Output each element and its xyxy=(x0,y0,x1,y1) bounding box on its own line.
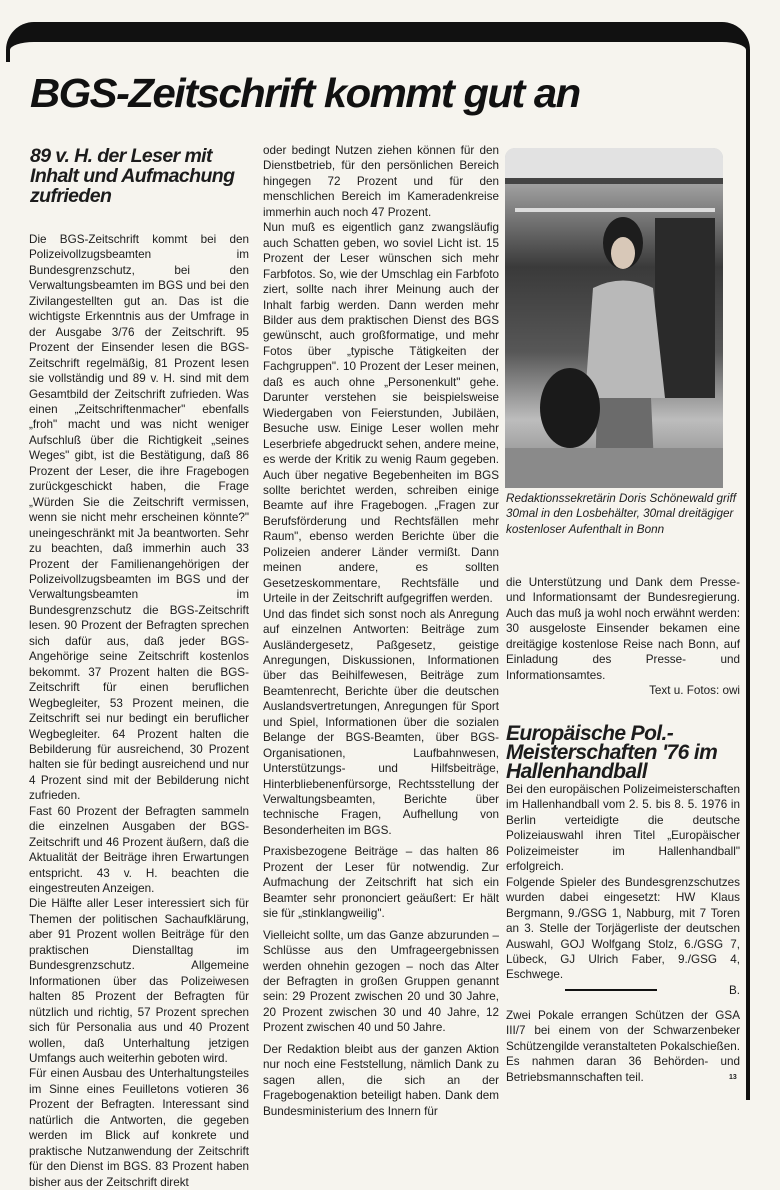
author-signature: B. xyxy=(728,983,740,997)
paragraph: Die BGS-Zeitschrift kommt bei den Polizeivollzugsbeamten im Bundesgrenzschutz, bei den Verwaltungsbeamten im BGS und bei den Zivilangestellten gut an. Das ist die wichtigste Erkenntnis aus der Umfrage in der Ausgabe 3/76 der Zeitschrift. 95 Prozent der Einsender lesen die BGS-Zeitschrift regelmäßig, 81 Prozent lesen sie vollständig und 89 v. H. sind mit dem Gesamtbild der Zeitschrift zufrieden. Was einen „Zeitschriftenmacher" ebenfalls „froh" macht und was nicht weniger Aufschluß über die Richtigkeit „seines Weges" gibt, ist die Bestätigung, daß 86 Prozent der Leser, die ihre Fragebogen zurückgeschickt haben, die Frage „Würden Sie die Zeitschrift vermissen, wenn sie nicht mehr erscheinen könnte?" uneingeschränkt mit Ja beantworten. Sehr zu beachten, daß immerhin auch 33 Prozent der Familienangehörigen der Polizeivollzugsbeamten im BGS und der Verwaltungsbeamten im Bundesgrenzschutz die BGS-Zeitschrift lesen. 90 Prozent der Befragten sprechen sich dafür aus, daß jeder BGS-Angehörige seine Zeitschrift kostenlos bekommt. 37 Prozent halten die BGS-Zeitschrift für einen beruflichen Wegbegleiter, 53 Prozent meinen, die Zeitschrift sei nur bedingt ein beruflicher Wegbegleiter. 64 Prozent halten die Bebilderung für ausreichend, 30 Prozent halten sie für bedingt ausreichend und nur 4 Prozent sind mit der Bebilderung nicht zufrieden. xyxy=(29,233,249,803)
page-frame-top xyxy=(6,22,750,62)
paragraph: Nun muß es eigentlich ganz zwangsläufig auch Schatten geben, wo soviel Licht ist. 15 Prozent der Leser wünschen sich mehr Farbfotos. So, wie der Umschlag ein Farbfoto ziert, sollte nach ihrer Meinung auch der Inhalt farbig werden. Dann werden mehr Bilder aus dem praktischen Dienst des BGS gewünscht, auch großformatige, und mehr Fotos über „typische Tätigkeiten der Fachgruppen". 10 Prozent der Leser meinen, daß es auch ohne „Personenkult" gehe. Darunter verstehen sie beispielsweise Wiedergaben von Feierstunden, Jubiläen, Besuche usw. Einige Leser wollen mehr Leserbriefe abgedruckt sehen, andere meine, es werde der Kritik zu wenig Raum gegeben. Auch über negative Begebenheiten im BGS sollte berichtet werden, schreiben einige Beamte auf ihre Fragebogen. „Fragen zur Berufsförderung und Rechtsfällen mehr Raum", ebenso werden Berichte über die Polizeien anderer Länder vermißt. Dann meinen andere, es sollten Gesetzeskommentare, Rechtsfälle und Urteile in der Zeitschrift aufgegriffen werden. xyxy=(263,221,499,606)
photo-image xyxy=(505,148,723,488)
paragraph: Folgende Spieler des Bundesgrenzschutzes wurden dabei eingesetzt: HW Klaus Bergmann, 9./GSG 1, Nabburg, mit 7 Toren an 3. Stelle der Torjägerliste der deutschen Auswahl, GOJ Wolfgang Stolz, 6./GSG 7, Lübeck, GJ Ulrich Faber, 9./GSG 4, Eschwege. xyxy=(506,875,740,982)
page-frame-right xyxy=(746,60,750,1100)
paragraph: Und das findet sich sonst noch als Anregung auf einzelnen Antworten: Beiträge zum Ausländergesetz, Paßgesetz, geistige Anregungen, Diskussionen, Informationen über das Beihilfewesen, Beiträge zum Beamtenrecht, Berichte über die deutschen Auslandsvertretungen, Anregungen für Sport und Spiel, Informationen über die sozialen Belange der BGS-Beamten, über BGS-Organisationen, Laufbahnwesen, Unterstützungs- und Hilfsbeiträge, Hinterbliebenenfürsorge, Rechtsstellung der Verwaltungsbeamten, Berichte über technische Fragen, Aufhellung von Besonderheiten im BGS. xyxy=(263,607,499,837)
paragraph: Zwei Pokale errangen Schützen der GSA III/7 bei einem von der Schwarzenbeker Schützengilde veranstalteten Pokalschießen. Es nahmen daran 36 Behörden- und Betriebsmannschaften teil. xyxy=(506,1009,740,1084)
section-divider xyxy=(565,989,657,991)
paragraph: Für einen Ausbau des Unterhaltungsteiles im Sinne eines Feuilletons votieren 36 Prozent der Befragten. Interessant sind natürlich die Antworten, die gegeben werden im Blick auf konkrete und praktische Nutzanwendung der Zeitschrift für den Dienst im BGS. 83 Prozent haben bisher aus der Zeitschrift direkt xyxy=(29,1067,249,1189)
handball-article-body xyxy=(506,782,740,998)
photo-credit: Text u. Fotos: owi xyxy=(649,684,740,698)
photo-caption: Redaktionssekretärin Doris Schönewald griff 30mal in den Losbehälter, 30mal dreitägiger kostenloser Aufenthalt in Bonn xyxy=(506,492,736,536)
handball-article-title: Europäische Pol.-Meisterschaften '76 im Hallenhandball xyxy=(506,722,718,783)
photo-secretary-lottery xyxy=(505,148,723,488)
shooting-brief xyxy=(506,1008,740,1085)
paragraph: Bei den europäischen Polizeimeisterschaften im Hallenhandball vom 2. 5. bis 8. 5. 1976 in Berlin verteidigte die deutsche Polizeiauswahl ihren Titel „Europäischer Polizeimeister im Hallenhandball" erfolgreich. xyxy=(506,783,740,874)
article-column-1 xyxy=(29,232,249,1190)
article-column-3 xyxy=(506,575,740,699)
paragraph: Praxisbezogene Beiträge – das halten 86 Prozent der Leser für notwendig. Zur Aufmachung der Zeitschrift hat sich ein Beamter sehr prononciert geäußert: Er hält sie für „stinklangweilig". xyxy=(263,845,499,921)
article-column-2 xyxy=(263,143,499,1119)
page-headline: BGS-Zeitschrift kommt gut an xyxy=(30,70,580,116)
paragraph: die Unterstützung und Dank dem Presse- und Informationsamt der Bundesregierung. Auch das muß ja wohl noch erwähnt werden: 30 ausgeloste Einsender bekamen eine dreitägige kostenlose Reise nach Bonn, auf Einladung des Presse- und Informationsamtes. xyxy=(506,576,740,682)
paragraph: Vielleicht sollte, um das Ganze abzurunden – Schlüsse aus den Umfrageergebnissen werden ohnehin gezogen – noch das Alter der Befragten in großen Gruppen genannt sein: 29 Prozent zwischen 20 und 30 Jahre, 20 Prozent zwischen 30 und 40 Jahre, 12 Prozent zwischen 40 und 50 Jahre. xyxy=(263,928,499,1035)
paragraph: Die Hälfte aller Leser interessiert sich für Themen der politischen Sachaufklärung, aber 91 Prozent wollen Beiträge für den praktischen Dienstalltag im Bundesgrenzschutz. Allgemeine Informationen über das Polizeiwesen halten 85 Prozent der Befragten für nützlich und richtig, 57 Prozent sprechen sich für Personalia aus und 40 Prozent wollen, daß Unterhaltung jetzigen Umfangs auch weiterhin geboten wird. xyxy=(29,897,249,1066)
page-number: 13 xyxy=(729,1074,737,1081)
paragraph: Der Redaktion bleibt aus der ganzen Aktion nur noch eine Feststellung, nämlich Dank zu sagen allen, die sich an der Fragebogenaktion beteiligt haben. Dank dem Bundesministerium des Innern für xyxy=(263,1042,499,1118)
article-subhead: 89 v. H. der Leser mit Inhalt und Aufmachung zufrieden xyxy=(30,145,235,207)
paragraph: oder bedingt Nutzen ziehen können für den Dienstbetrieb, für den persönlichen Bereich hingegen 72 Prozent und für den menschlichen Bereich im Kameradenkreise immerhin auch noch 47 Prozent. xyxy=(263,144,499,219)
paragraph: Fast 60 Prozent der Befragten sammeln die einzelnen Ausgaben der BGS-Zeitschrift und 46 Prozent äußern, daß die Aktualität der Beiträge ihren Erwartungen entspricht. 43 v. H. beachten die eingestreuten Anzeigen. xyxy=(29,804,249,896)
